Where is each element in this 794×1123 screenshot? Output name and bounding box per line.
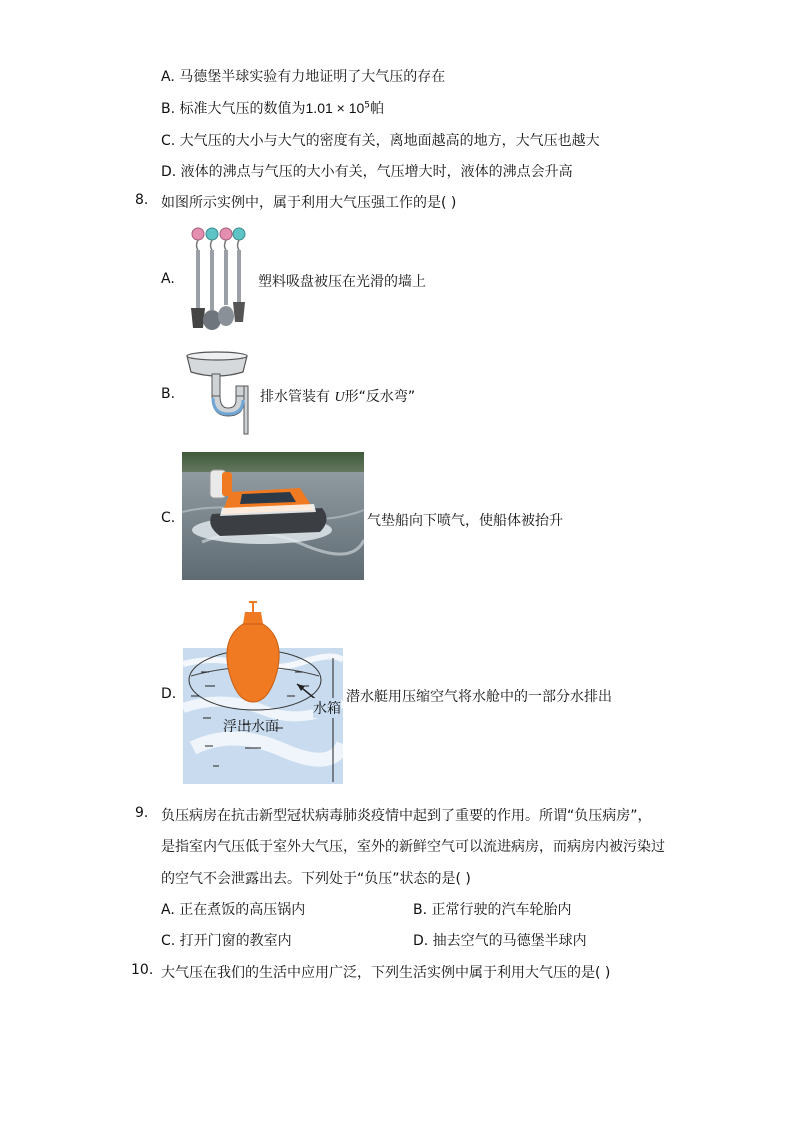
q9-stem-line1: 负压病房在抗击新型冠状病毒肺炎疫情中起到了重要的作用。所谓“负压病房”，	[161, 808, 652, 824]
q8-option-d-caption: 潜水艇用压缩空气将水舱中的一部分水排出	[346, 689, 612, 705]
q8-number: 8.	[135, 192, 149, 208]
q8-option-b-caption-u: U	[334, 390, 345, 405]
q8-option-b-caption	[260, 386, 415, 406]
q9-option-d: D. 抽去空气的马德堡半球内	[413, 933, 587, 949]
q7-option-b-exponent: 5	[364, 100, 371, 111]
q7-option-a: A. 马德堡半球实验有力地证明了大气压的存在	[161, 69, 446, 85]
q8-stem: 如图所示实例中，属于利用大气压强工作的是( )	[161, 195, 457, 211]
q9-stem-line2: 是指室内气压低于室外大气压，室外的新鲜空气可以流进病房，而病房内被污染过	[161, 839, 665, 855]
q9-option-b: B. 正常行驶的汽车轮胎内	[413, 902, 572, 918]
q9-number: 9.	[135, 805, 149, 821]
q10-number: 10.	[131, 962, 154, 978]
q7-option-c: C. 大气压的大小与大气的密度有关，离地面越高的地方，大气压也越大	[161, 133, 600, 149]
q7-option-b	[161, 98, 384, 118]
q7-option-b-number: 1.01 × 10	[305, 100, 365, 116]
q8-option-b-letter: B.	[161, 386, 176, 402]
q7-option-b-prefix: B. 标准大气压的数值为	[161, 101, 306, 117]
q8-option-b-caption-post: 形“反水弯”	[344, 389, 416, 405]
q8-option-c-letter: C.	[161, 510, 176, 526]
suction-hooks-icon	[181, 224, 253, 334]
q8-option-a-letter: A.	[161, 271, 175, 287]
q7-option-d: D. 液体的沸点与气压的大小有关，气压增大时，液体的沸点会升高	[161, 164, 573, 180]
q7-option-b-suffix: 帕	[370, 101, 385, 117]
sink-trap-icon	[183, 350, 255, 436]
q9-option-c: C. 打开门窗的教室内	[161, 933, 292, 949]
figure-d-tank-label: 水箱	[313, 698, 341, 718]
submarine-diagram-icon	[183, 598, 343, 784]
q8-option-d-letter: D.	[161, 686, 177, 702]
figure-d-surface-label: 浮出水面	[223, 719, 279, 735]
q9-stem-line3: 的空气不会泄露出去。下列处于“负压”状态的是( )	[161, 871, 471, 887]
q10-stem: 大气压在我们的生活中应用广泛，下列生活实例中属于利用大气压的是( )	[161, 965, 611, 981]
q8-option-a-caption: 塑料吸盘被压在光滑的墙上	[258, 274, 426, 290]
q8-option-c-caption: 气垫船向下喷气，使船体被抬升	[367, 513, 563, 529]
q9-option-a: A. 正在煮饭的高压锅内	[161, 902, 306, 918]
hovercraft-photo-icon	[182, 452, 364, 580]
q8-option-b-caption-pre: 排水管装有	[260, 389, 335, 405]
